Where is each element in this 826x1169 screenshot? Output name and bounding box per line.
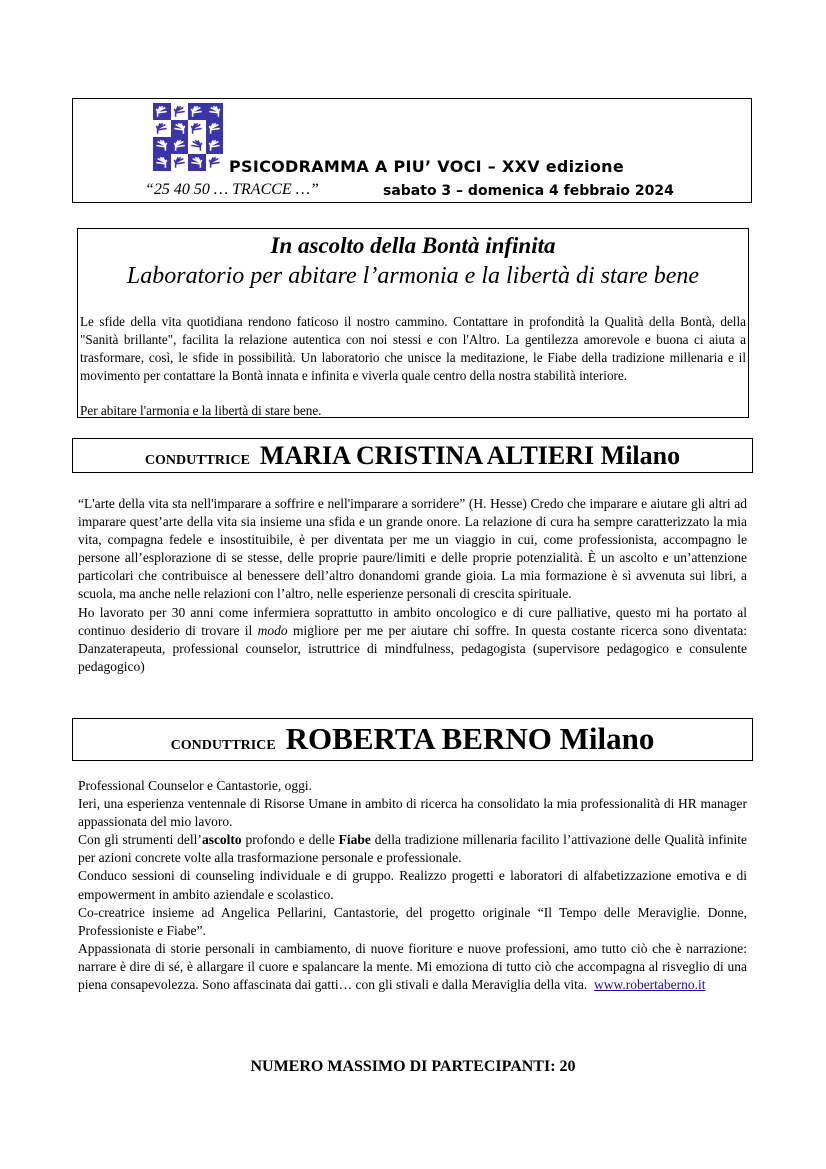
bio-paragraph: Conduco sessioni di counseling individuale e di gruppo. Realizzo progetti e laboratori di alfabetizzazione emotiva e di empowerment in ambito aziendale e scolastico. [78,868,747,902]
workshop-closing-line: Per abitare l'armonia e la libertà di stare bene. [80,403,322,418]
bio-paragraph: Professional Counselor e Cantastorie, oggi. [78,778,312,793]
event-dates: sabato 3 – domenica 4 febbraio 2024 [383,183,674,199]
bio-paragraph: Con gli strumenti dell’ascolto profondo e delle Fiabe della tradizione millenaria facilito l’attivazione delle Qualità infinite per azioni concrete volte alla trasformazione personale e professionale. [78,832,747,866]
leader-bio-berno [78,777,747,994]
workshop-title: In ascolto della Bontà infinita [270,233,556,258]
bio-paragraph: Ieri, una esperienza ventennale di Risorse Umane in ambito di ricerca ha consolidato la mia professionalità di HR manager appassionata del mio lavoro. [78,796,747,830]
leader-role-label: CONDUTTRICE [144,453,250,468]
leader-bio-altieri [78,495,747,676]
bio-paragraph: “L'arte della vita sta nell'imparare a soffrire e nell'imparare a sorridere” (H. Hesse) Credo che imparare e aiutare gli altri ad imparare quest’arte della vita sia insieme una sfida e un grande onore. La relazione di cura ha sempre caratterizzato la mia vita, compagna fedele e insostituibile, è per diventata per me un viaggio in cui, come professionista, accompagno le persone all’esplorazione di se stesse, delle proprie paure/limiti e delle proprie potenzialità. È un ascolto e un’attenzione particolari che contribuisce al benessere dell’altro donandomi grande gioia. La mia formazione è sì avvenuta sui libri, a scuola, ma anche nelle relazioni con l’altro, nelle esperienze personali di crescita spirituale. [78,496,747,602]
leader-name: MARIA CRISTINA ALTIERI Milano [259,441,681,470]
workshop-box [77,228,749,418]
workshop-subtitle: Laboratorio per abitare l’armonia e la libertà di stare bene [126,263,700,289]
max-participants: NUMERO MASSIMO DI PARTECIPANTI: 20 [250,1058,576,1075]
bio-paragraph: Co-creatrice insieme ad Angelica Pellarini, Cantastorie, del progetto originale “Il Tempo delle Meraviglie. Donne, Professioniste e Fiabe”. [78,904,747,938]
bio-paragraph: Ho lavorato per 30 anni come infermiera soprattutto in ambito oncologico e di cure palliative, questo mi ha portato al continuo desiderio di trovare il modo migliore per me per aiutare chi soffre. In questa costante ricerca sono diventata: Danzaterapeuta, professional counselor, istruttrice di mindfulness, pedagogista (supervisore pedagogico e consulente pedagogico) [78,604,747,674]
bio-paragraph: Appassionata di storie personali in cambiamento, di nuove fioriture e nuove professioni, amo tutto ciò che è narrazione: narrare è dire di sé, è allargare il cuore e spalancare la mente. Mi emoziona di tutto ciò che accompagna al risveglio di una piena consapevolezza. Sono affascinata dai gatti… con gli stivali e dalla Meraviglia della vita. www.robertaberno.it [78,940,747,993]
hands-checkerboard-icon [153,103,223,171]
leader-role-label: CONDUTTRICE [170,738,276,753]
leader-header-altieri [72,438,753,473]
event-title: PSICODRAMMA A PIU’ VOCI – XXV edizione [229,157,624,176]
leader-header-berno [72,718,753,761]
leader-name: ROBERTA BERNO Milano [285,721,655,756]
event-header-box [72,98,752,203]
workshop-description: Le sfide della vita quotidiana rendono faticoso il nostro cammino. Contattare in profondità la Qualità della Bontà, della "Sanità brillante", facilita la relazione autentica con noi stessi e con l'Altro. La gentilezza amorevole e buona ci aiuta a trasformare, così, le sfide in possibilità. Un laboratorio che unisce la meditazione, le Fiabe della tradizione millenaria e il movimento per contattare la Bontà innata e infinita e viverla quale centro della nostra stabilità interiore. [80,314,746,383]
event-tagline: “25 40 50 … TRACCE …” [145,181,319,198]
website-link[interactable]: www.robertaberno.it [593,977,706,993]
